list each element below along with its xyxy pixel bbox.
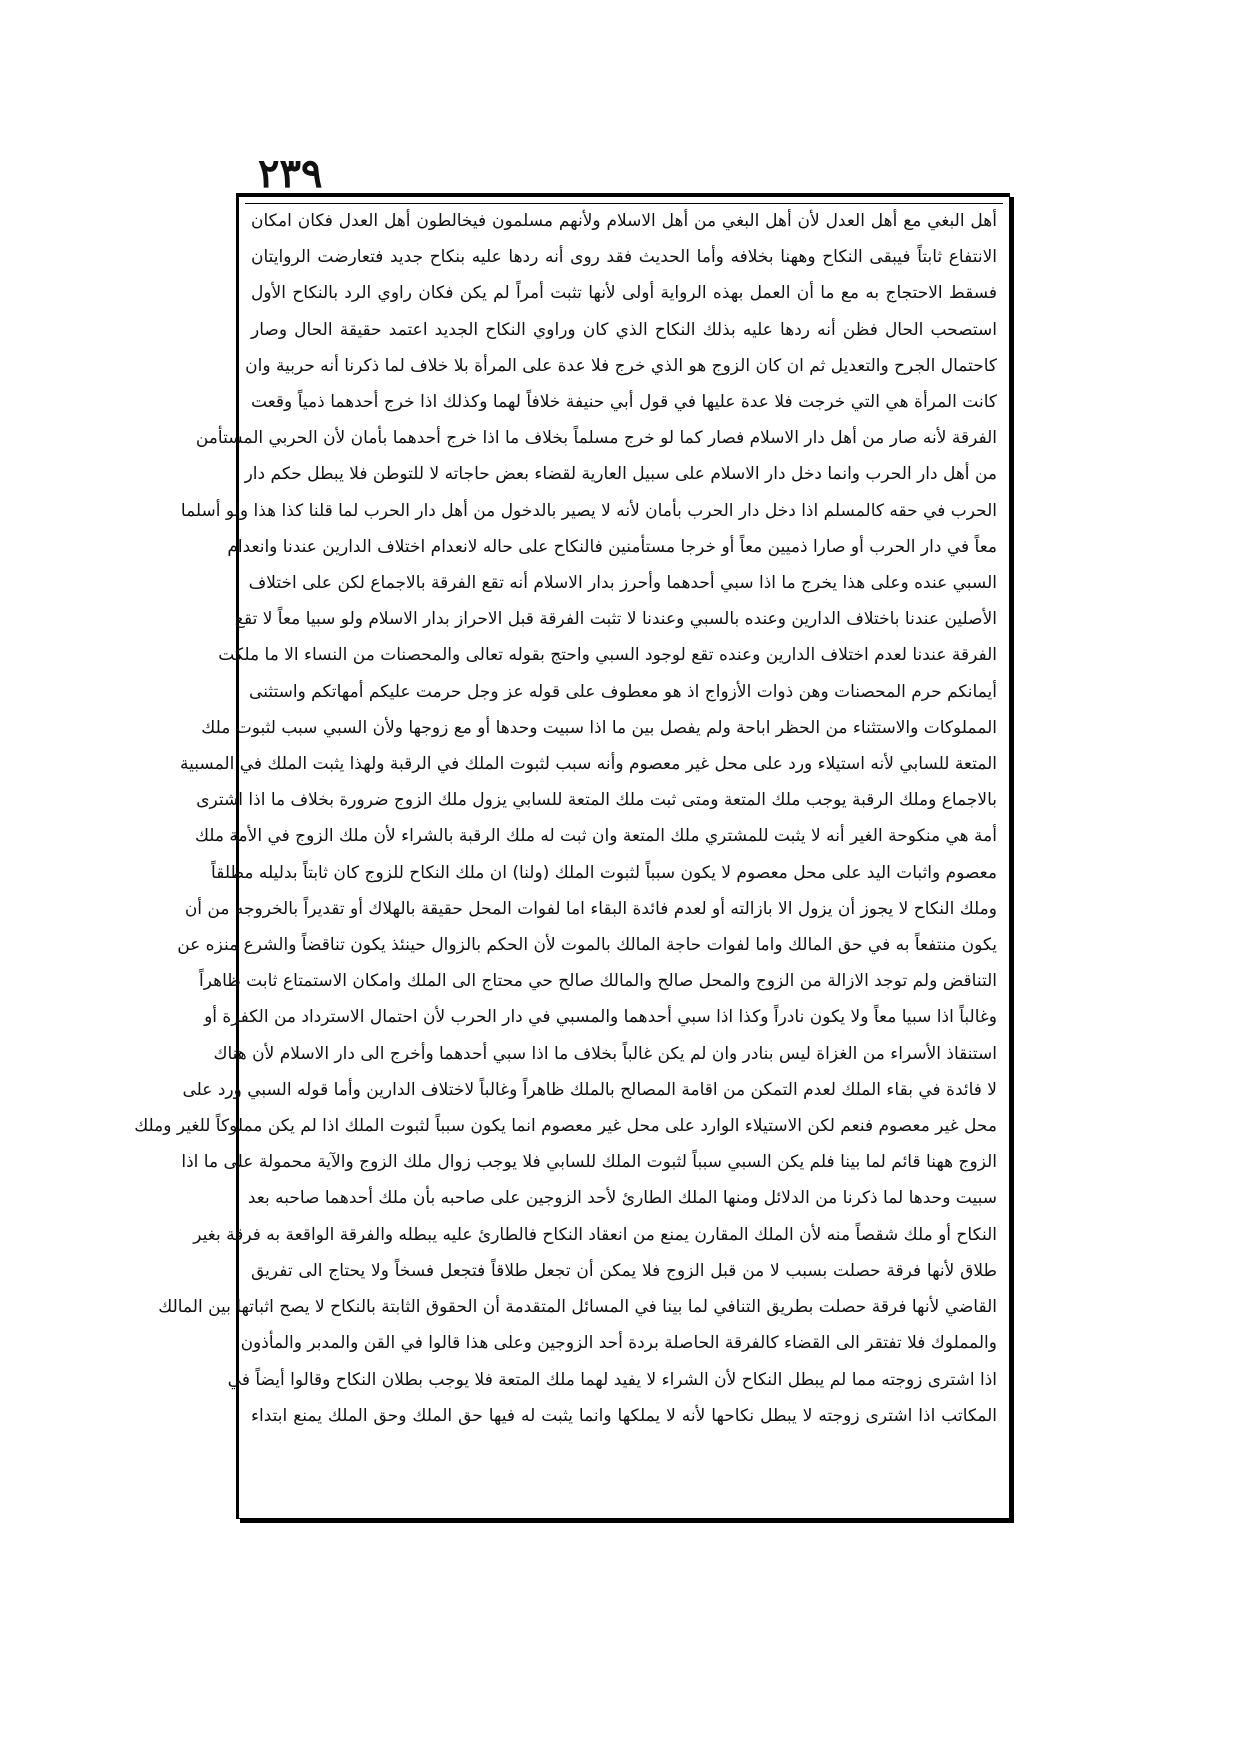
text-line: بالاجماع وملك الرقبة يوجب ملك المتعة ومتى ثبت ملك المتعة للسابي يزول ملك الزوج ضرورة بخلاف ما اذا اشترى (196, 790, 997, 811)
text-line: السبي عنده وعلى هذا يخرج ما اذا سبي أحدهما وأحرز بدار الاسلام أنه تقع الفرقة بالاجماع لكن على اختلاف (248, 573, 997, 594)
page-number: ٢٣٩ (258, 150, 323, 197)
text-line: الفرقة عندنا لعدم اختلاف الدارين وعنده تقع لوجود السبي واحتج بقوله تعالى والمحصنات من النساء الا ما ملكت (218, 645, 997, 666)
text-line: لا فائدة في بقاء الملك لعدم التمكن من اقامة المصالح بالملك ظاهراً وغالباً لاختلاف الدارين وأما قوله السبي ورد على (182, 1079, 997, 1100)
text-line: سبيت وحدها لما ذكرنا من الدلائل ومنها الملك الطارئ لأحد الزوجين على صاحبه بأن ملك أحدهما صاحبه بعد (247, 1188, 997, 1209)
text-line: معاً في دار الحرب أو صارا ذميين معاً أو خرجا مستأمنين فالنكاح على حاله لانعدام اختلاف الدارين عندنا وانعدام (227, 536, 997, 557)
text-line: اذا اشترى زوجته مما لم يبطل النكاح لأن الشراء لا يفيد لهما ملك المتعة فلا يوجب بطلان النكاح وقالوا أيضاً في (227, 1369, 997, 1390)
text-line: القاضي لأنها فرقة حصلت بطريق التنافي لما بينا في المسائل المتقدمة أن الحقوق الثابتة بالنكاح لا يصح اثباتها بين المالك (158, 1297, 997, 1318)
text-line: استنقاذ الأسراء من الغزاة ليس بنادر وان لم يكن غالباً بخلاف ما اذا سبي أحدهما وأخرج الى دار الاسلام لأن هناك (213, 1043, 997, 1064)
text-line: محل غير معصوم فنعم لكن الاستيلاء الوارد على محل غير معصوم انما يكون سبباً لثبوت الملك اذا لم يكن مملوكاً للغير وملك (134, 1116, 997, 1137)
text-line: المملوكات والاستثناء من الحظر اباحة ولم يفصل بين ما اذا سبيت وحدها أو مع زوجها ولأن السبي سبب لثبوت ملك (201, 717, 997, 738)
text-line: كانت المرأة هي التي خرجت فلا عدة عليها في قول أبي حنيفة خلافاً لهما وكذلك اذا خرج أحدهما ذمياً وقعت (251, 392, 997, 413)
text-line: الحرب في حقه كالمسلم اذا دخل دار الحرب بأمان لأنه لا يصير بالدخول من أهل دار الحرب لما قلنا كذا هذا ولو أسلما (180, 500, 997, 521)
text-line: يكون منتفعاً به في حق المالك واما لفوات حاجة المالك بالموت لأن الحكم بالزوال حينئذ يكون تناقضاً والشرع منزه عن (177, 935, 997, 956)
text-line: أمة هي منكوحة الغير أنه لا يثبت للمشتري ملك المتعة وان ثبت له ملك الرقبة بالشراء لأن ملك الزوج في الأمة ملك (194, 826, 997, 847)
text-line: فسقط الاحتجاج به مع ما أن العمل بهذه الرواية أولى لأنها تثبت أمراً لم يكن فكان راوي الرد بالنكاح الأول (251, 283, 997, 304)
text-line: كاحتمال الجرح والتعديل ثم ان كان الزوج هو الذي خرج فلا عدة على المرأة بلا خلاف لما ذكرنا أنه حربية وان (245, 355, 997, 376)
text-line: الزوج ههنا قائم لما بينا فلم يكن السبي سبباً لثبوت الملك للسابي فلا يوجب زوال ملك الزوج والآية محمولة على ما اذا (181, 1152, 997, 1173)
text-line: أيمانكم حرم المحصنات وهن ذوات الأزواج اذ هو معطوف على قوله عز وجل حرمت عليكم أمهاتكم واستثنى (249, 681, 997, 702)
text-line: وملك النكاح لا يجوز أن يزول الا بازالته أو لعدم فائدة البقاء اما لفوات المحل حقيقة بالهلاك أو تقديراً بالخروجه من أن (184, 898, 997, 919)
text-line: من أهل دار الحرب وانما دخل دار الاسلام على سبيل العارية لقضاء بعض حاجاته لا للتوطن فلا يبطل حكم دار (244, 464, 997, 485)
text-line: التناقض ولم توجد الازالة من الزوج والمحل صالح والمالك صالح حي محتاج الى الملك وامكان الاستمتاع ثابت ظاهراً (199, 971, 997, 992)
text-line: والمملوك فلا تفتقر الى القضاء كالفرقة الحاصلة بردة أحد الزوجين وعلى هذا قالوا في القن والمدبر والمأذون (240, 1333, 997, 1354)
text-frame (134, 193, 1010, 1519)
text-line: الفرقة لأنه صار من أهل دار الاسلام فصار كما لو خرج مسلماً بخلاف ما اذا خرج أحدهما بأمان لأن الحربي المستأمن (195, 428, 997, 449)
text-line: وغالباً اذا سبيا معاً ولا يكون نادراً وكذا اذا سبي أحدهما والمسبي في دار الحرب لأن احتمال الاسترداد من الكفرة أو (204, 1007, 997, 1028)
text-line: المكاتب اذا اشترى زوجته لا يبطل نكاحها لأنه لا يملكها وانما يثبت له فيها حق الملك وحق الملك يمنع ابتداء (251, 1405, 997, 1426)
text-line: أهل البغي مع أهل العدل لأن أهل البغي من أهل الاسلام ولأنهم مسلمون فيخالطون أهل العدل فكان امكان (251, 211, 997, 231)
text-line: الانتفاع ثابتاً فيبقى النكاح وههنا بخلافه وأما الحديث فقد روى أنه ردها عليه بنكاح جديد فتعارضت الروايتان (251, 247, 997, 268)
text-line: طلاق لأنها فرقة حصلت بسبب لا من قبل الزوج فلا يمكن أن تجعل طلاقاً فتجعل فسخاً ولا يحتاج الى تفريق (251, 1260, 997, 1281)
text-line: استصحب الحال فظن أنه ردها عليه بذلك النكاح الذي كان وراوي النكاح الجديد اعتمد حقيقة الحال وصار (251, 319, 997, 340)
text-line: الأصلين عندنا باختلاف الدارين وعنده بالسبي وعندنا لا تثبت الفرقة قبل الاحراز بدار الاسلام ولو سبيا معاً لا تقع (234, 609, 997, 630)
text-line: النكاح أو ملك شقصاً منه لأن الملك المقارن يمنع من انعقاد النكاح فالطارئ عليه يبطله والفرقة الواقعة به فرقة بغير (193, 1224, 997, 1245)
text-line: المتعة للسابي لأنه استيلاء ورد على محل غير معصوم وأنه سبب لثبوت الملك في الرقبة ولهذا يثبت الملك في المسبية (180, 754, 997, 775)
text-line: معصوم واثبات اليد على محل معصوم لا يكون سبباً لثبوت الملك (ولنا) ان ملك النكاح للزوج كان ثابتاً بدليله مطلقاً (211, 862, 997, 883)
